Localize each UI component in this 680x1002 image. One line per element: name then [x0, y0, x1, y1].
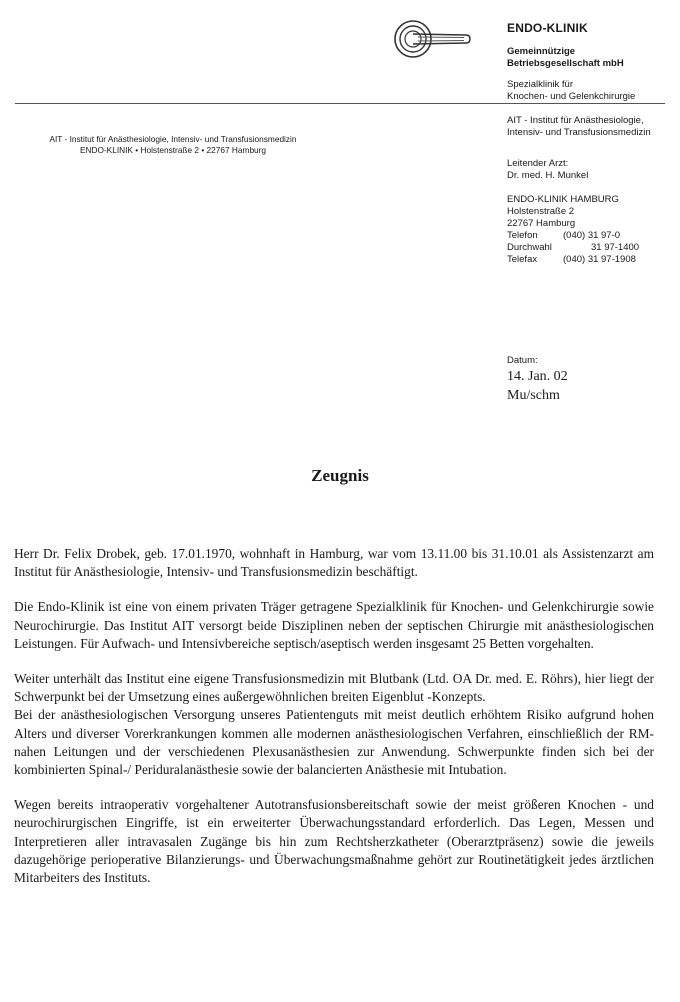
paragraph: Bei der anästhesiologischen Versorgung unseres Patientenguts mit meist deutlich erhöhtem Risiko aufgrund hohen Alters und diverser Vorerkrankungen kommen alle modernen anästhesiologischen Verfahren, einschließlich der RM-nahen Leitungen und der verschiedenen Plexusanästhesien zur Anwendung. Schwerpunkte finden sich bei der kombinierten Spinal-/ Periduralanästhesie sowie der balancierten Anästhesie mit Intubation.	[14, 707, 654, 778]
paragraph: Herr Dr. Felix Drobek, geb. 17.01.1970, wohnhaft in Hamburg, war vom 13.11.00 bis 31.10.01 als Assistenzarzt am Institut für Anästhesiologie, Intensiv- und Transfusionsmedizin beschäftigt.	[14, 546, 654, 580]
contact-value: (040) 31 97-1908	[563, 254, 636, 265]
header-divider	[15, 103, 665, 104]
paragraph: Die Endo-Klinik ist eine von einem privaten Träger getragene Spezialklinik für Knochen- und Gelenkchirurgie sowie Neurochirurgie. Das Institut AIT versorgt beide Disziplinen neben der septischen Chirurgie mit anästhesiologischen Leistungen. Für Aufwach- und Intensivbereiche septisch/aseptisch werden insgesamt 25 Betten vorgehalten.	[14, 599, 654, 651]
address-line-1: ENDO-KLINIK HAMBURG	[507, 194, 619, 205]
address-block	[507, 194, 677, 266]
clinic-specialty	[507, 79, 677, 103]
contact-phone	[507, 230, 677, 242]
contact-label: Telefon	[507, 230, 538, 241]
director-block	[507, 158, 677, 182]
contact-label: Durchwahl	[507, 242, 552, 253]
specialty-line-2: Knochen- und Gelenkchirurgie	[507, 91, 636, 102]
clinic-name: ENDO-KLINIK	[507, 21, 588, 35]
contact-value: 31 97-1400	[591, 242, 640, 253]
contact-fax	[507, 254, 677, 266]
institute-line-1: AIT - Institut für Anästhesiologie,	[507, 115, 644, 126]
clinic-logo	[392, 18, 472, 60]
sender-line-1: AIT - Institut für Anästhesiologie, Intensiv- und Transfusionsmedizin	[49, 134, 297, 144]
document-title: Zeugnis	[311, 466, 369, 485]
sender-line-2: ENDO-KLINIK • Holstenstraße 2 • 22767 Hamburg	[79, 145, 267, 155]
contact-direct	[507, 242, 677, 254]
reference-value: Mu/schm	[507, 388, 560, 403]
date-label: Datum:	[507, 355, 538, 366]
institute-line-2: Intensiv- und Transfusionsmedizin	[507, 127, 651, 138]
contact-label: Telefax	[507, 254, 538, 265]
director-label: Leitender Arzt:	[507, 158, 569, 169]
date-value: 14. Jan. 02	[507, 369, 568, 384]
paragraph: Wegen bereits intraoperativ vorgehaltener Autotransfusionsbereitschaft sowie der meist größeren Knochen - und neurochirurgischen Eingriffe, ist ein erweiterter Überwachungsstandard erforderlich. Das Legen, Messen und Interpretieren aller intravasalen Zugänge bis hin zum Rechtsherzkatheter (Oberarztpräsenz) sowie die jeweils dazugehörige perioperative Bilanzierungs- und Überwachungsmaßnahme gehört zur Routinetätigkeit jedes ärztlichen Mitarbeiters des Instituts.	[14, 797, 654, 886]
company-line-1: Gemeinnützige	[507, 46, 576, 57]
address-line-3: 22767 Hamburg	[507, 218, 576, 229]
specialty-line-1: Spezialklinik für	[507, 79, 573, 90]
address-line-2: Holstenstraße 2	[507, 206, 575, 217]
document-body	[14, 545, 654, 887]
company-line-2: Betriebsgesellschaft mbH	[507, 58, 624, 69]
institute-block	[507, 115, 677, 139]
sender-line	[38, 134, 308, 156]
paragraph: Weiter unterhält das Institut eine eigene Transfusionsmedizin mit Blutbank (Ltd. OA Dr. med. E. Röhrs), hier liegt der Schwerpunkt bei der Umsetzung eines außergewöhnlichen breiten Eigenblut -Konzepts.	[14, 671, 654, 705]
contact-value: (040) 31 97-0	[563, 230, 621, 241]
director-name: Dr. med. H. Munkel	[507, 170, 589, 181]
clinic-company	[507, 46, 677, 70]
